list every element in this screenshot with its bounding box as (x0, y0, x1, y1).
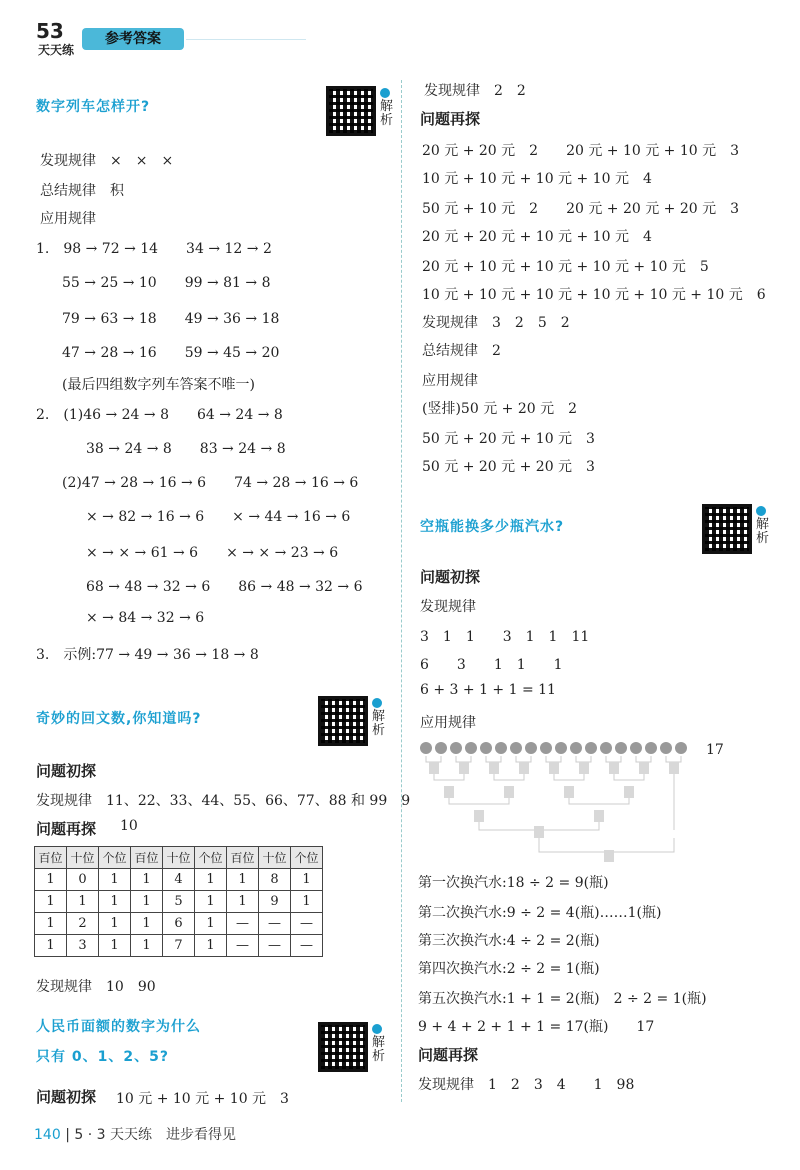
text-line: 20 元 + 20 元 2 20 元 + 10 元 + 10 元 3 (422, 143, 740, 159)
text-line: (最后四组数字列车答案不唯一) (62, 377, 255, 393)
bottle-dot (555, 742, 567, 754)
table-cell: 1 (131, 935, 163, 957)
bottle-dot (660, 742, 672, 754)
qr-code[interactable] (702, 504, 752, 554)
text-line: 总结规律 2 (422, 343, 501, 359)
table-cell: 1 (131, 913, 163, 935)
table-header: 十位 (67, 847, 99, 869)
text-line: 应用规律 (420, 715, 476, 731)
qr-code[interactable] (318, 1022, 368, 1072)
table-header: 百位 (131, 847, 163, 869)
text-line: 第四次换汽水:2 ÷ 2 = 1(瓶) (418, 961, 600, 977)
text-line: 发现规律 3 2 5 2 (422, 315, 570, 331)
text-line: 应用规律 (422, 373, 478, 389)
text-line: × → × → 61 → 6 × → × → 23 → 6 (86, 545, 339, 561)
text-line: 38 → 24 → 8 83 → 24 → 8 (86, 441, 286, 457)
table-cell: 1 (35, 869, 67, 891)
table-cell: 1 (35, 913, 67, 935)
text-line: 10 元 + 10 元 + 10 元 + 10 元 4 (422, 171, 652, 187)
bottle-box (549, 762, 559, 774)
table-cell: — (291, 913, 323, 935)
text-line: 发现规律 2 2 (424, 83, 526, 99)
play-icon (380, 88, 390, 98)
qr-code[interactable] (326, 86, 376, 136)
bottle-box (609, 762, 619, 774)
table-cell: — (291, 935, 323, 957)
bottle-dot (600, 742, 612, 754)
bottle-dot (495, 742, 507, 754)
text-line: 20 元 + 20 元 + 10 元 + 10 元 4 (422, 229, 652, 245)
table-header: 百位 (35, 847, 67, 869)
bottle-box (604, 850, 614, 862)
table-cell: 3 (67, 935, 99, 957)
table-cell: 1 (131, 891, 163, 913)
table-cell: 7 (163, 935, 195, 957)
table-cell: 2 (67, 913, 99, 935)
diagram-total: 17 (706, 742, 724, 758)
footer-slogan: | 5 · 3 天天练 进步看得见 (65, 1127, 236, 1143)
bottle-dot (615, 742, 627, 754)
table-cell: 6 (163, 913, 195, 935)
qr-explain-label: 解析 (372, 1024, 386, 1064)
text-line: 20 元 + 10 元 + 10 元 + 10 元 + 10 元 5 (422, 259, 709, 275)
page-number: 140 (34, 1127, 61, 1143)
table-cell: — (227, 935, 259, 957)
bottle-dot (570, 742, 582, 754)
section-title-rmb-2: 只有 0、1、2、5? (36, 1049, 169, 1065)
table-cell: 1 (131, 869, 163, 891)
text-line: 50 元 + 20 元 + 10 元 3 (422, 431, 595, 447)
bottle-dot (510, 742, 522, 754)
text-line: 第一次换汽水:18 ÷ 2 = 9(瓶) (418, 875, 609, 891)
text-line: × → 82 → 16 → 6 × → 44 → 16 → 6 (86, 509, 351, 525)
text-line: 6 3 1 1 1 (420, 657, 563, 673)
qr-code[interactable] (318, 696, 368, 746)
text-line: 6 + 3 + 1 + 1 = 11 (420, 682, 556, 698)
subheading: 问题初探 (36, 1088, 97, 1106)
header-rule (186, 39, 306, 40)
section-title-bottles: 空瓶能换多少瓶汽水? (420, 519, 565, 535)
bottle-box (444, 786, 454, 798)
text-line: (2)47 → 28 → 16 → 6 74 → 28 → 16 → 6 (62, 475, 359, 491)
table-header: 个位 (99, 847, 131, 869)
table-cell: 4 (163, 869, 195, 891)
qr-explain-label: 解析 (756, 506, 770, 546)
bottle-dot (465, 742, 477, 754)
table-cell: 1 (291, 891, 323, 913)
text-line: (竖排)50 元 + 20 元 2 (422, 401, 577, 417)
play-icon (372, 698, 382, 708)
text-line: 第三次换汽水:4 ÷ 2 = 2(瓶) (418, 933, 600, 949)
table-cell: 1 (67, 891, 99, 913)
text-line: 应用规律 (40, 211, 96, 227)
bottle-box (534, 826, 544, 838)
text-line: 3. 示例:77 → 49 → 36 → 18 → 8 (36, 647, 259, 663)
table-row (35, 891, 323, 913)
table-cell: 1 (195, 869, 227, 891)
bottle-box (594, 810, 604, 822)
bottle-dot (630, 742, 642, 754)
table-cell: 1 (99, 891, 131, 913)
bottle-box (669, 762, 679, 774)
bottle-dot (480, 742, 492, 754)
text-line: 9 + 4 + 2 + 1 + 1 = 17(瓶) 17 (418, 1019, 655, 1035)
text-line: 发现规律 × × × (40, 153, 174, 169)
text-line: 发现规律 1 2 3 4 1 98 (418, 1077, 635, 1093)
text-line: 10 (120, 818, 138, 834)
bottle-box (489, 762, 499, 774)
empty-bottles (420, 742, 687, 754)
bottle-box (459, 762, 469, 774)
text-line: 47 → 28 → 16 59 → 45 → 20 (62, 345, 280, 361)
table-header: 百位 (227, 847, 259, 869)
subheading: 问题再探 (418, 1046, 479, 1064)
table-row (35, 869, 323, 891)
play-icon (372, 1024, 382, 1034)
table-cell: 1 (227, 869, 259, 891)
text-line: 第五次换汽水:1 + 1 = 2(瓶) 2 ÷ 2 = 1(瓶) (418, 991, 707, 1007)
text-line: 3 1 1 3 1 1 11 (420, 629, 590, 645)
table-cell: 5 (163, 891, 195, 913)
table-cell: 1 (227, 891, 259, 913)
text-line: 第二次换汽水:9 ÷ 2 = 4(瓶)……1(瓶) (418, 905, 662, 921)
subheading: 问题再探 (420, 110, 481, 128)
text-line: 10 元 + 10 元 + 10 元 + 10 元 + 10 元 + 10 元 6 (422, 287, 766, 303)
text-line: 55 → 25 → 10 99 → 81 → 8 (62, 275, 271, 291)
table-cell: 1 (195, 935, 227, 957)
bottle-dot (435, 742, 447, 754)
bottle-dot (675, 742, 687, 754)
svg-text:天天练: 天天练 (38, 43, 75, 57)
bottle-dot (540, 742, 552, 754)
section-title-rmb: 人民币面额的数字为什么 (36, 1019, 201, 1035)
text-line: 10 元 + 10 元 + 10 元 3 (116, 1091, 289, 1107)
section-title-number-train: 数字列车怎样开? (36, 99, 151, 115)
bottle-dot (525, 742, 537, 754)
table-cell: 1 (35, 891, 67, 913)
bottle-box (504, 786, 514, 798)
text-line: 2. (1)46 → 24 → 8 64 → 24 → 8 (36, 407, 283, 423)
bottle-box (624, 786, 634, 798)
bottle-dot (450, 742, 462, 754)
text-line: 50 元 + 20 元 + 20 元 3 (422, 459, 595, 475)
place-value-table (34, 846, 323, 957)
bottle-box (579, 762, 589, 774)
table-cell: 1 (35, 935, 67, 957)
text-line: 发现规律 (420, 599, 476, 615)
text-line: 发现规律 10 90 (36, 979, 156, 995)
bottle-box (639, 762, 649, 774)
table-cell: 1 (99, 869, 131, 891)
bottle-exchange-diagram (420, 740, 710, 865)
table-header: 个位 (195, 847, 227, 869)
table-row (35, 935, 323, 957)
text-line: 68 → 48 → 32 → 6 86 → 48 → 32 → 6 (86, 579, 363, 595)
bottle-dot (420, 742, 432, 754)
section-title-palindrome: 奇妙的回文数,你知道吗? (36, 711, 202, 727)
table-header: 十位 (163, 847, 195, 869)
bottle-box (564, 786, 574, 798)
bottle-box (474, 810, 484, 822)
bottle-dot (645, 742, 657, 754)
table-cell: 0 (67, 869, 99, 891)
table-cell: — (259, 913, 291, 935)
table-row (35, 913, 323, 935)
play-icon (756, 506, 766, 516)
text-line: 发现规律 11、22、33、44、55、66、77、88 和 99 9 (36, 793, 411, 809)
table-cell: — (259, 935, 291, 957)
text-line: 79 → 63 → 18 49 → 36 → 18 (62, 311, 280, 327)
table-cell: 1 (195, 891, 227, 913)
table-cell: 1 (99, 935, 131, 957)
brand-logo (34, 16, 78, 60)
table-cell: 1 (99, 913, 131, 935)
text-line: 总结规律 积 (40, 183, 124, 199)
table-header: 个位 (291, 847, 323, 869)
subheading: 问题再探 (36, 820, 97, 838)
table-cell: 9 (259, 891, 291, 913)
text-line: × → 84 → 32 → 6 (86, 610, 205, 626)
text-line: 1. 98 → 72 → 14 34 → 12 → 2 (36, 241, 272, 257)
table-cell: — (227, 913, 259, 935)
qr-explain-label: 解析 (372, 698, 386, 738)
bottle-box (519, 762, 529, 774)
table-cell: 1 (195, 913, 227, 935)
table-header-row (35, 847, 323, 869)
table-cell: 8 (259, 869, 291, 891)
answer-key-badge: 参考答案 (82, 28, 184, 50)
column-divider (401, 80, 402, 1102)
page-footer (34, 1124, 236, 1144)
subheading: 问题初探 (36, 762, 97, 780)
bottle-box (429, 762, 439, 774)
table-header: 十位 (259, 847, 291, 869)
svg-text:53: 53 (36, 19, 64, 43)
subheading: 问题初探 (420, 568, 481, 586)
bottle-dot (585, 742, 597, 754)
qr-explain-label: 解析 (380, 88, 394, 128)
table-cell: 1 (291, 869, 323, 891)
text-line: 50 元 + 10 元 2 20 元 + 20 元 + 20 元 3 (422, 201, 740, 217)
